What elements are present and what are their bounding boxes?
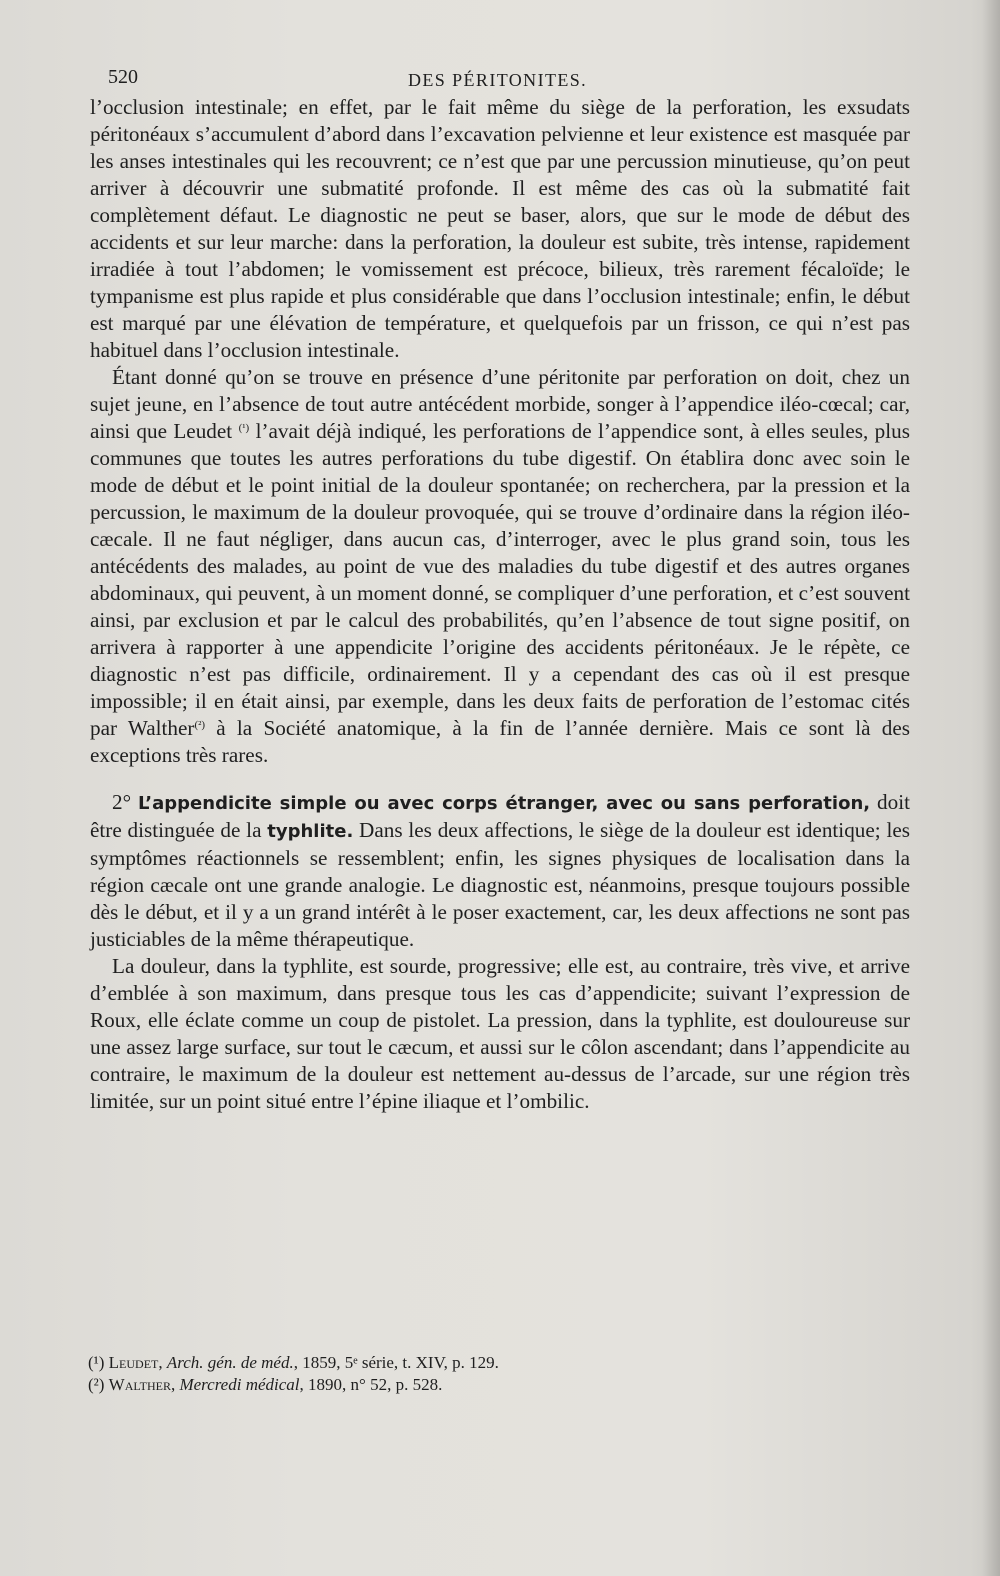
running-title: DES PÉRITONITES. bbox=[408, 70, 588, 90]
footnote-1-marker: (¹) bbox=[88, 1353, 105, 1372]
page-edge-shadow bbox=[982, 0, 1000, 1576]
footnote-2-author: Walther bbox=[108, 1375, 171, 1394]
footnote-2-marker: (²) bbox=[88, 1375, 105, 1394]
section-heading-bold: L’appendicite simple ou avec corps étranger, avec ou sans perforation, bbox=[137, 793, 871, 814]
section-number: 2° bbox=[112, 790, 138, 814]
page-header bbox=[108, 66, 908, 92]
footnote-1-journal: Arch. gén. de méd. bbox=[166, 1353, 294, 1372]
paragraph-4: La douleur, dans la typhlite, est sourde, progressive; elle est, au contraire, très vive, et arrive d’emblée à son maximum, dans presque tous les cas d’appendicite; suivant l’expression de Roux, elle éclate comme un coup de pistolet. La pression, dans la typhlite, est douloureuse sur une assez large surface, sur tout le cæcum, et aussi sur le côlon ascendant; dans l’appendicite au contraire, le maximum de la douleur est nettement au-dessus de l’arcade, sur une région très limitée, sur un point situé entre l’épine iliaque et l’ombilic. bbox=[90, 954, 910, 1113]
paragraph-2-text-c: à la Société anatomique, à la fin de l’année dernière. Mais ce sont là des exceptions très rares. bbox=[90, 716, 910, 767]
footnote-2: (²) Walther, Mercredi médical, 1890, n° 52, p. 528. bbox=[88, 1375, 443, 1394]
page-number: 520 bbox=[108, 66, 138, 88]
paragraph-3-text-a: doit être distinguée de la bbox=[90, 790, 910, 842]
typhlite-bold: typhlite. bbox=[267, 821, 354, 842]
paragraph-1: l’occlusion intestinale; en effet, par le fait même du siège de la perforation, les exsudats péritonéaux s’accumulent d’abord dans l’excavation pelvienne et leur existence est masquée par les anses intestinales qui les recouvrent; ce n’est que par une percussion minutieuse, qu’on peut arriver à découvrir une submatité profonde. Il est même des cas où la submatité fait complètement défaut. Le diagnostic ne peut se baser, alors, que sur le mode de début des accidents et sur leur marche: dans la perforation, la douleur est subite, très intense, rapidement irradiée à tout l’abdomen; le vomissement est précoce, bilieux, très rarement fécaloïde; le tympanisme est plus rapide et plus considérable que dans l’occlusion intestinale; enfin, le début est marqué par une élévation de température, et quelquefois par un frisson, ce qui n’est pas habituel dans l’occlusion intestinale. bbox=[90, 95, 910, 362]
footnote-ref-1: (¹) bbox=[238, 422, 250, 434]
paragraph-2-text-a: Étant donné qu’on se trouve en présence d’une péritonite par perforation on doit, chez un sujet jeune, en l’absence de tout autre antécédent morbide, songer à l’appendice iléo-cœcal; car, ainsi que Leudet bbox=[90, 365, 910, 443]
footnote-2-journal: Mercredi médical bbox=[179, 1375, 300, 1394]
paragraph-2 bbox=[90, 364, 910, 769]
body-text bbox=[90, 94, 910, 1115]
footnotes bbox=[88, 1352, 908, 1396]
paragraph-3-text-b: Dans les deux affections, le siège de la douleur est identique; les symptômes réactionnels se ressemblent; enfin, les signes physiques de localisation dans la région cæcale ont une grande analogie. Le diagnostic est, néanmoins, presque toujours possible dès le début, et il y a un grand intérêt à le poser exactement, car, les deux affections ne sont pas justiciables de la même thérapeutique. bbox=[90, 818, 910, 951]
paragraph-3 bbox=[90, 789, 910, 953]
footnote-1: (¹) Leudet, Arch. gén. de méd., 1859, 5ᵉ série, t. XIV, p. 129. bbox=[88, 1353, 499, 1372]
footnote-2-details: , 1890, n° 52, p. 528. bbox=[299, 1375, 443, 1394]
footnote-ref-2: (²) bbox=[194, 719, 206, 731]
footnote-1-author: Leudet bbox=[108, 1353, 159, 1372]
paragraph-2-text-b: l’avait déjà indiqué, les perforations de l’appendice sont, à elles seules, plus communes que toutes les autres perforations du tube digestif. On établira donc avec soin le mode de début et le point initial de la douleur spontanée; on recherchera, par la pression et la percussion, le maximum de la douleur provoquée, qui se trouve d’ordinaire dans la région iléo-cæcale. Il ne faut négliger, dans aucun cas, d’interroger, avec le plus grand soin, tous les antécédents des malades, au point de vue des maladies du tube digestif et des autres organes abdominaux, qui peuvent, à un moment donné, se compliquer d’une perforation, et c’est souvent ainsi, par exclusion et par le calcul des probabilités, qu’en l’absence de tout signe positif, on arrivera à rapporter à une appendicite l’origine des accidents péritonéaux. Je le répète, ce diagnostic n’est pas difficile, ordinairement. Il y a cependant des cas où il est presque impossible; il en était ainsi, par exemple, dans les deux faits de perforation de l’estomac cités par Walther bbox=[90, 419, 910, 740]
footnote-1-details: , 1859, 5ᵉ série, t. XIV, p. 129. bbox=[293, 1353, 499, 1372]
